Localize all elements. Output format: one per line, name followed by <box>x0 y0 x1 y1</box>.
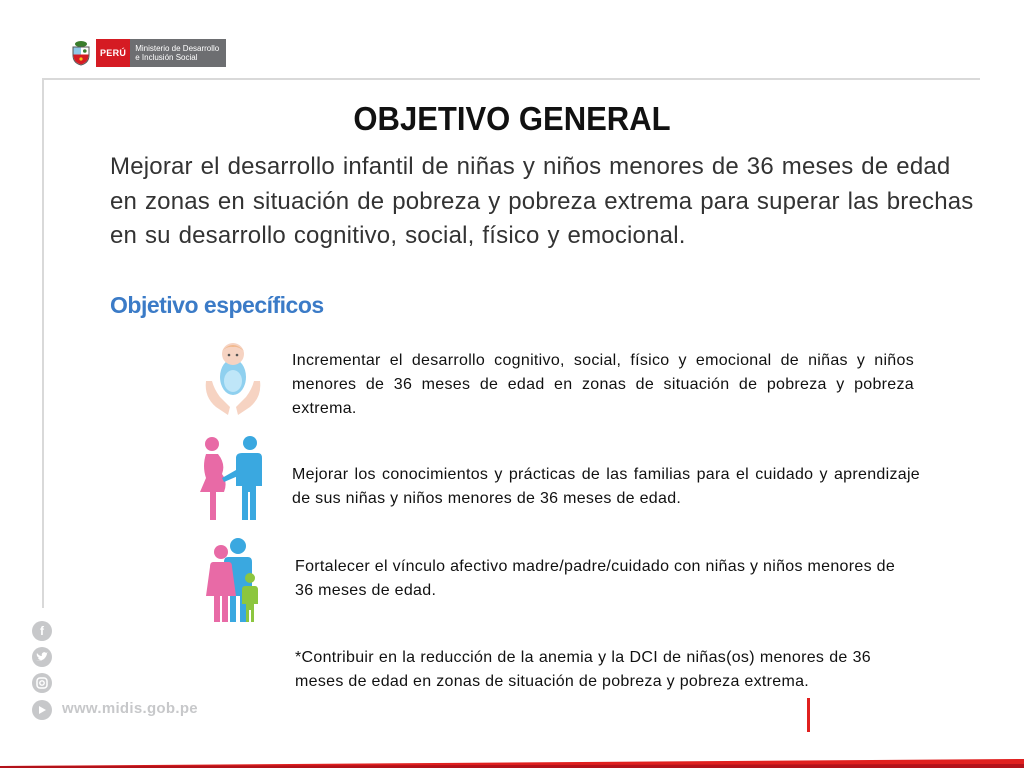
ministry-label <box>130 39 226 67</box>
instagram-icon[interactable] <box>32 673 52 693</box>
specific-objective-4: *Contribuir en la reducción de la anemia y la DCI de niñas(os) menores de 36 meses de edad en zonas de situación de pobreza y pobreza extrema. <box>295 649 871 690</box>
peru-label: PERÚ <box>96 39 130 67</box>
ministry-line-2: e Inclusión Social <box>135 53 198 62</box>
slide-title: OBJETIVO GENERAL <box>353 100 671 137</box>
youtube-play-shape <box>37 705 47 715</box>
red-accent-mark <box>807 698 810 732</box>
specific-objective-2: Mejorar los conocimientos y prácticas de las familias para el cuidado y aprendizaje de sus niñas y niños menores de 36 meses de edad. <box>292 466 920 507</box>
twitter-icon[interactable] <box>32 647 52 667</box>
twitter-bird-shape <box>36 652 48 662</box>
left-divider <box>42 78 44 608</box>
specific-objective-1: Incrementar el desarrollo cognitivo, social, físico y emocional de niñas y niños menores de 36 meses de edad en zonas de situación de pobreza y pobreza extrema. <box>292 352 914 417</box>
coat-of-arms-icon <box>70 40 92 66</box>
facebook-icon[interactable]: f <box>32 621 52 641</box>
pregnant-couple-icon <box>196 434 270 524</box>
general-objective: Mejorar el desarrollo infantil de niñas y niños menores de 36 meses de edad en zonas en situación de pobreza y pobreza extrema para superar las brechas en su desarrollo cognitivo, social, físico y emocional. <box>110 153 974 249</box>
website-link[interactable]: www.midis.gob.pe <box>62 700 198 717</box>
instagram-camera-shape <box>36 677 48 689</box>
footer-stripe <box>0 757 1024 768</box>
midis-logo <box>70 38 226 68</box>
youtube-icon[interactable] <box>32 700 52 720</box>
ministry-line-1: Ministerio de Desarrollo <box>135 44 220 53</box>
specific-objective-3: Fortalecer el vínculo afectivo madre/padre/cuidado con niñas y niños menores de 36 meses de edad. <box>295 558 896 599</box>
baby-in-hands-icon <box>202 337 264 417</box>
specific-objectives-heading: Objetivo específicos <box>110 292 324 318</box>
family-icon <box>202 536 264 624</box>
top-divider <box>42 78 980 80</box>
